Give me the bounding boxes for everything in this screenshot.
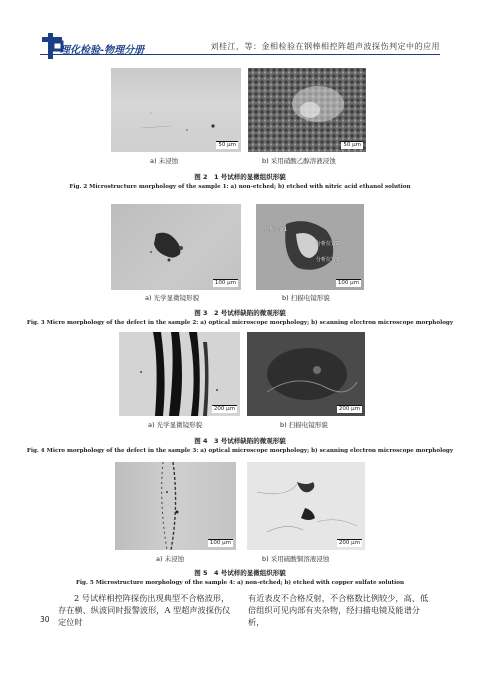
fig3b-texture [256, 204, 364, 290]
fig5b-label: b) 采用硫酸铜溶液浸蚀 [262, 555, 330, 563]
fig2b-texture [248, 68, 366, 152]
fig4-caption-en: Fig. 4 Micro morphology of the defect in the sample 3: a) optical microscope morphology; b) scanning electron microscope morphology [26, 448, 454, 454]
fig5-caption-en: Fig. 5 Microstructure morphology of the sample 4: a) non-etched; b) etched with copper sulfate solution [75, 580, 405, 586]
fig4b-texture [247, 332, 365, 416]
fig3a-scale-bar: 100 μm [214, 280, 236, 286]
fig5a-texture [115, 462, 236, 550]
fig4b-scale-bar: 200 μm [338, 406, 360, 412]
fig5a-scale-bar: 100 μm [209, 540, 231, 546]
fig2a-label: a) 未浸蚀 [150, 157, 179, 165]
fig3b-label: b) 扫描电镜形貌 [282, 294, 330, 302]
running-title: 刘桂江，等：金相检验在钢棒相控阵超声波探伤判定中的应用 [210, 42, 440, 51]
fig2b-label: b) 采用硝酸乙醇溶液浸蚀 [262, 157, 336, 165]
fig2a-scale-bar: 50 μm [218, 142, 236, 148]
fig5b-texture [247, 462, 365, 550]
journal-logo-text: 理化检验-物理分册 [60, 45, 145, 56]
fig4a-label: a) 光学显微镜形貌 [148, 421, 203, 429]
fig2b-scale-bar: 50 μm [343, 142, 361, 148]
fig4b-micrograph [247, 332, 365, 416]
fig2a-texture [111, 68, 241, 152]
fig4a-micrograph [119, 332, 240, 416]
fig2b-micrograph [248, 68, 366, 152]
fig5b-scale-bar: 200 μm [338, 540, 360, 546]
fig5b-micrograph [247, 462, 365, 550]
header-rule [40, 54, 440, 55]
body-right-column: 有近表皮不合格反射，不合格数比例较少，高、低倍组织可见内部有夹杂物，经扫描电镜及能谱分析， [248, 593, 429, 627]
fig3b-scale-bar: 100 μm [337, 280, 359, 286]
fig3-caption-en: Fig. 3 Micro morphology of the defect in the sample 2: a) optical microscope morphology; b) scanning electron microscope morphology [26, 320, 454, 326]
body-left-column: 2 号试样相控阵探伤出现典型不合格波形，存在横、纵波同时报警波形，A 型超声波探伤仪定位时 [58, 593, 231, 627]
fig3a-texture [111, 204, 241, 290]
fig5a-micrograph [115, 462, 236, 550]
fig3b-micrograph [256, 204, 364, 290]
fig4b-label: b) 扫描电镜形貌 [280, 421, 328, 429]
fig2a-micrograph [111, 68, 241, 152]
fig4a-scale-bar: 200 μm [213, 406, 235, 412]
fig3b-marker-2: 分析位置2 [316, 241, 340, 247]
fig3a-label: a) 光学显微镜形貌 [145, 294, 200, 302]
fig3b-marker-1: 分析位置1 [264, 227, 288, 233]
fig3a-micrograph [111, 204, 241, 290]
fig2-caption-en: Fig. 2 Microstructure morphology of the sample 1: a) non-etched; b) etched with nitric acid ethanol solution [69, 184, 411, 190]
page-number: 30 [40, 615, 50, 624]
fig3-caption-cn: 图 3 2 号试样缺陷的微观形貌 [194, 309, 286, 317]
fig5-caption-cn: 图 5 4 号试样的显微组织形貌 [194, 569, 286, 577]
fig3b-marker-3: 分析位置3 [316, 257, 340, 263]
fig2-caption-cn: 图 2 1 号试样的显微组织形貌 [194, 173, 286, 181]
fig5a-label: a) 未浸蚀 [156, 555, 185, 563]
fig4-caption-cn: 图 4 3 号试样缺陷的微观形貌 [194, 437, 286, 445]
fig4a-texture [119, 332, 240, 416]
